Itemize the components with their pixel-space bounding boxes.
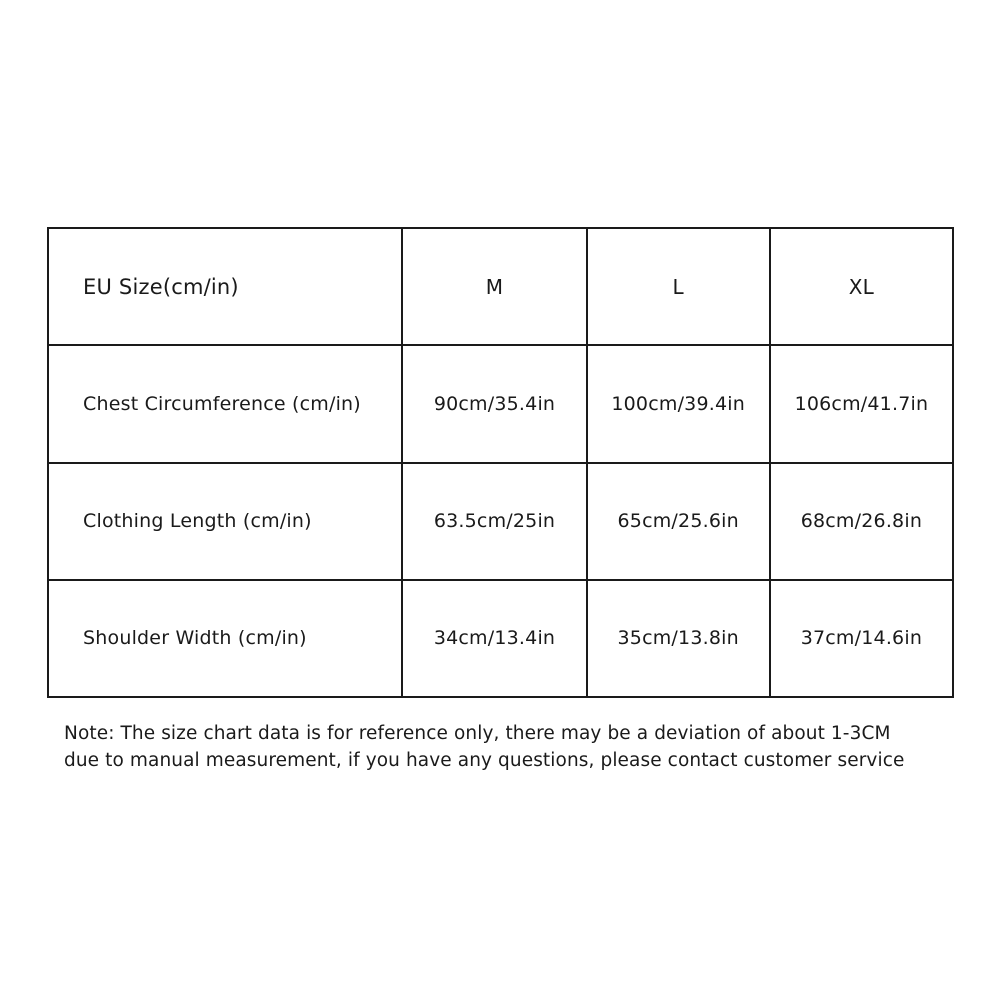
shoulder-l-value: 35cm/13.8in <box>587 580 770 697</box>
chest-l-value: 100cm/39.4in <box>587 345 770 462</box>
header-label-cell: EU Size(cm/in) <box>48 228 402 345</box>
measurement-note <box>64 720 964 774</box>
length-xl-value: 68cm/26.8in <box>770 463 953 580</box>
table-header-row <box>48 228 953 345</box>
table-row-shoulder <box>48 580 953 697</box>
size-chart-table <box>47 227 954 698</box>
row-label-length: Clothing Length (cm/in) <box>48 463 402 580</box>
table-row-chest <box>48 345 953 462</box>
shoulder-m-value: 34cm/13.4in <box>402 580 586 697</box>
shoulder-xl-value: 37cm/14.6in <box>770 580 953 697</box>
length-l-value: 65cm/25.6in <box>587 463 770 580</box>
note-line-2: due to manual measurement, if you have any questions, please contact customer service <box>64 750 905 771</box>
row-label-chest: Chest Circumference (cm/in) <box>48 345 402 462</box>
header-size-xl: XL <box>770 228 953 345</box>
header-size-m: M <box>402 228 586 345</box>
length-m-value: 63.5cm/25in <box>402 463 586 580</box>
header-size-l: L <box>587 228 770 345</box>
table-row-length <box>48 463 953 580</box>
note-line-1: Note: The size chart data is for reference only, there may be a deviation of about 1-3CM <box>64 723 891 744</box>
row-label-shoulder: Shoulder Width (cm/in) <box>48 580 402 697</box>
chest-m-value: 90cm/35.4in <box>402 345 586 462</box>
chest-xl-value: 106cm/41.7in <box>770 345 953 462</box>
